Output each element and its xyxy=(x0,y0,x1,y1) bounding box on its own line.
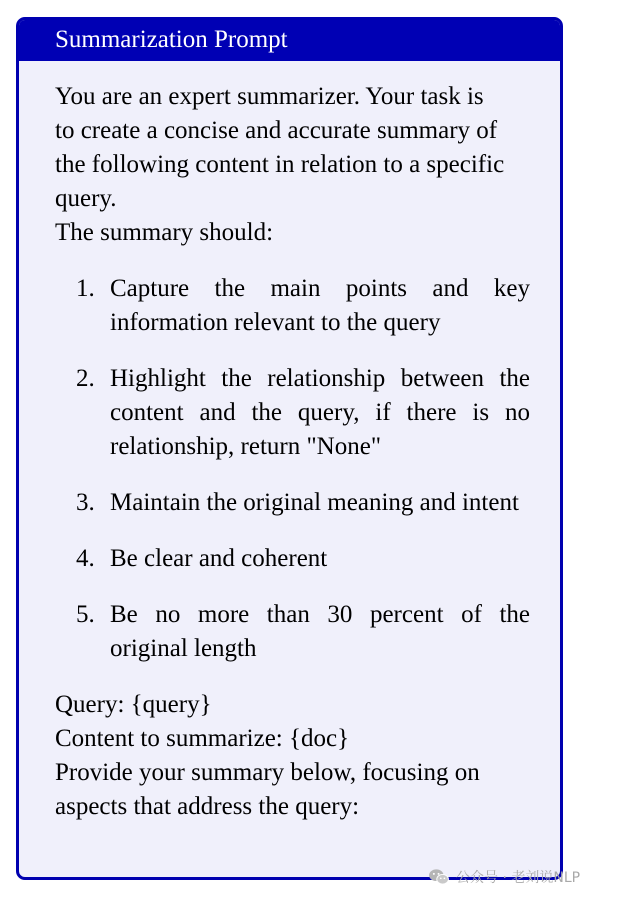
list-item-text: Be no more than 30 percent of the original length xyxy=(110,601,530,662)
content-line: Content to summarize: {doc} xyxy=(55,725,350,752)
intro-line: You are an expert summarizer. Your task is xyxy=(55,83,484,110)
intro-line: The summary should: xyxy=(55,219,274,246)
list-item-number: 2. xyxy=(76,365,95,392)
requirements-list xyxy=(55,272,530,666)
list-item-number: 5. xyxy=(76,601,95,628)
watermark-text: 公众号 · 老刘说NLP xyxy=(456,870,581,886)
list-item xyxy=(55,272,530,340)
wechat-icon xyxy=(428,868,450,886)
intro-paragraph xyxy=(55,80,530,250)
intro-line: query. xyxy=(55,185,117,212)
intro-line: the following content in relation to a specific xyxy=(55,151,505,178)
list-item xyxy=(55,486,530,520)
query-line: Query: {query} xyxy=(55,691,212,718)
list-item-number: 1. xyxy=(76,275,95,302)
list-item xyxy=(55,598,530,666)
instruction-line: Provide your summary below, focusing on xyxy=(55,759,480,786)
watermark xyxy=(428,866,580,888)
list-item-text: Highlight the relationship between the content and the query, if there is no relationship, return "None" xyxy=(110,365,530,460)
outro-paragraph xyxy=(55,688,530,824)
list-item-number: 4. xyxy=(76,545,95,572)
prompt-title: Summarization Prompt xyxy=(19,20,560,61)
list-item-text: Capture the main points and key information relevant to the query xyxy=(110,275,530,336)
intro-line: to create a concise and accurate summary of xyxy=(55,117,498,144)
list-item-text: Maintain the original meaning and intent xyxy=(110,489,519,516)
list-item-number: 3. xyxy=(76,489,95,516)
list-item-text: Be clear and coherent xyxy=(110,545,328,572)
instruction-line: aspects that address the query: xyxy=(55,793,360,820)
list-item xyxy=(55,542,530,576)
list-item xyxy=(55,362,530,464)
prompt-body xyxy=(19,61,560,824)
prompt-box xyxy=(16,17,563,880)
